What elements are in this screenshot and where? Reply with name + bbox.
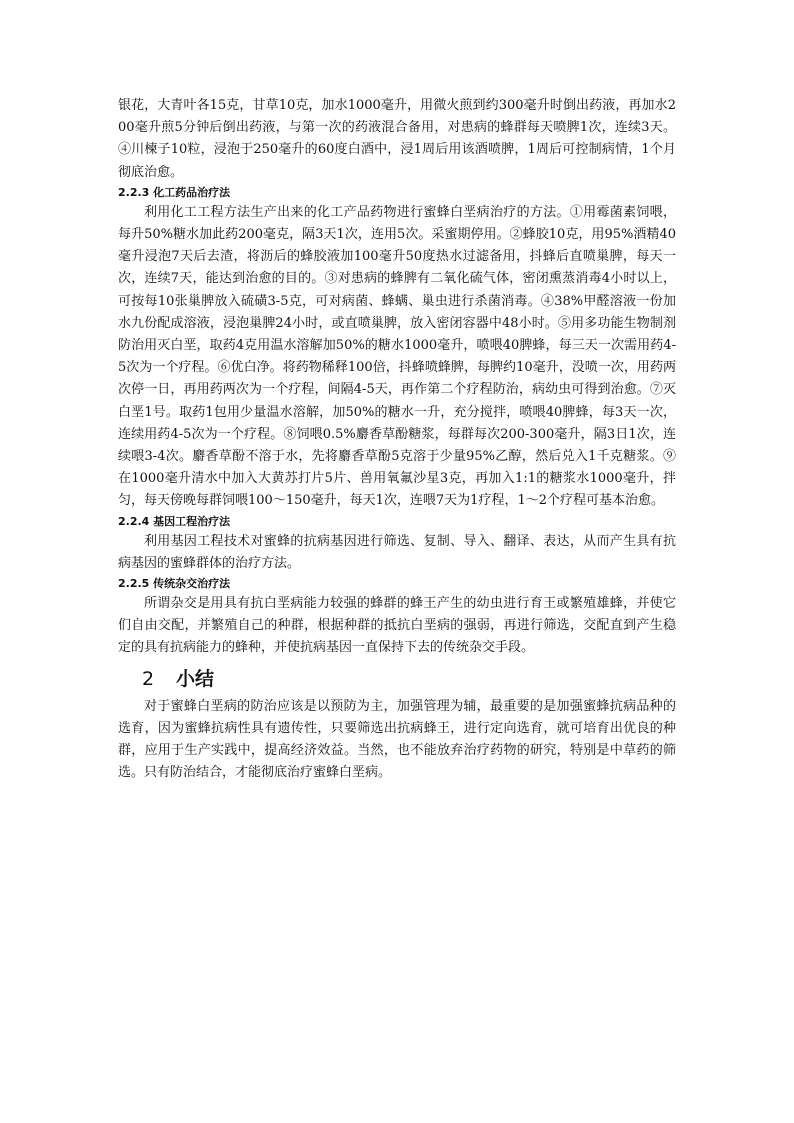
section-heading-summary: [118, 662, 676, 696]
heading-chemical-treatment: 2.2.3 化工药品治疗法: [118, 185, 231, 199]
paragraph-chemical-treatment: 利用化工工程方法生产出来的化工产品药物进行蜜蜂白垩病治疗的方法。①用霉菌素饲喂，每升50%糖水加此药200毫克，隔3天1次，连用5次。采蜜期停用。②蜂胶10克，用95%酒精40毫升浸泡7天后去渣，将沥后的蜂胶液加100毫升50度热水过滤备用，抖蜂后直喷巢脾，每天一次，连续7天，能达到治愈的目的。③对患病的蜂脾有二氧化硫气体，密闭熏蒸消毒4小时以上，可按每10张巢脾放入硫磺3-5克，可对病菌、蜂螨、巢虫进行杀菌消毒。④38%甲醛溶液一份加水九份配成溶液，浸泡巢脾24小时，或直喷巢脾，放入密闭容器中48小时。⑤用多功能生物制剂防治用灭白垩，取药4克用温水溶解加50%的糖水1000毫升，喷喂40脾蜂，每三天一次需用药4-5次为一个疗程。⑥优白净。将药物稀释100倍，抖蜂喷蜂脾，每脾约10毫升，没喷一次，用药两次停一日，再用药两次为一个疗程，间隔4-5天，再作第二个疗程防治，病幼虫可得到治愈。⑦灭白垩1号。取药1包用少量温水溶解，加50%的糖水一升，充分搅拌，喷喂40脾蜂，每3天一次，连续用药4-5次为一个疗程。⑧饲喂0.5%麝香草酚糖浆，每群每次200-300毫升，隔3日1次，连续喂3-4次。麝香草酚不溶于水，先将麝香草酚5克溶于少量95%乙醇，然后兑入1千克糖浆。⑨在1000毫升清水中加入大黄苏打片5片、兽用氧氟沙星3克，再加入1:1的糖浆水1000毫升，拌匀，每天傍晚每群饲喂100～150毫升，每天1次，连喂7天为1疗程，1～2个疗程可基本治愈。: [118, 204, 676, 509]
section-title: 小结: [176, 667, 215, 690]
paragraph-summary: 对于蜜蜂白垩病的防治应该是以预防为主，加强管理为辅，最重要的是加强蜜蜂抗病品种的选育，因为蜜蜂抗病性具有遗传性，只要筛选出抗病蜂王，进行定向选育，就可培育出优良的种群，应用于生产实践中，提高经济效益。当然，也不能放弃治疗药物的研究，特别是中草药的筛选。只有防治结合，才能彻底治疗蜜蜂白垩病。: [118, 698, 676, 781]
heading-genetic-engineering: 2.2.4 基因工程治疗法: [118, 514, 231, 528]
paragraph-genetic-engineering: 利用基因工程技术对蜜蜂的抗病基因进行筛选、复制、导入、翻译、表达，从而产生具有抗病基因的蜜蜂群体的治疗方法。: [118, 533, 676, 571]
document-page: [118, 95, 676, 784]
heading-traditional-hybrid: 2.2.5 传统杂交治疗法: [118, 577, 231, 591]
paragraph-herbal-continuation: 银花，大青叶各15克，甘草10克，加水1000毫升，用微火煎到约300毫升时倒出药液，再加水200毫升煎5分钟后倒出药液，与第一次的药液混合备用，对患病的蜂群每天喷脾1次，连续3天。④川楝子10粒，浸泡于250毫升的60度白酒中，浸1周后用该酒喷脾，1周后可控制病情，1个月彻底治愈。: [118, 98, 676, 180]
paragraph-traditional-hybrid: 所谓杂交是用具有抗白垩病能力较强的蜂群的蜂王产生的幼虫进行育王或繁殖雄蜂，并使它们自由交配，并繁殖自己的种群，根据种群的抵抗白垩病的强弱，再进行筛选，交配直到产生稳定的具有抗病能力的蜂种，并使抗病基因一直保持下去的传统杂交手段。: [118, 596, 676, 656]
section-number: 2: [142, 667, 155, 690]
